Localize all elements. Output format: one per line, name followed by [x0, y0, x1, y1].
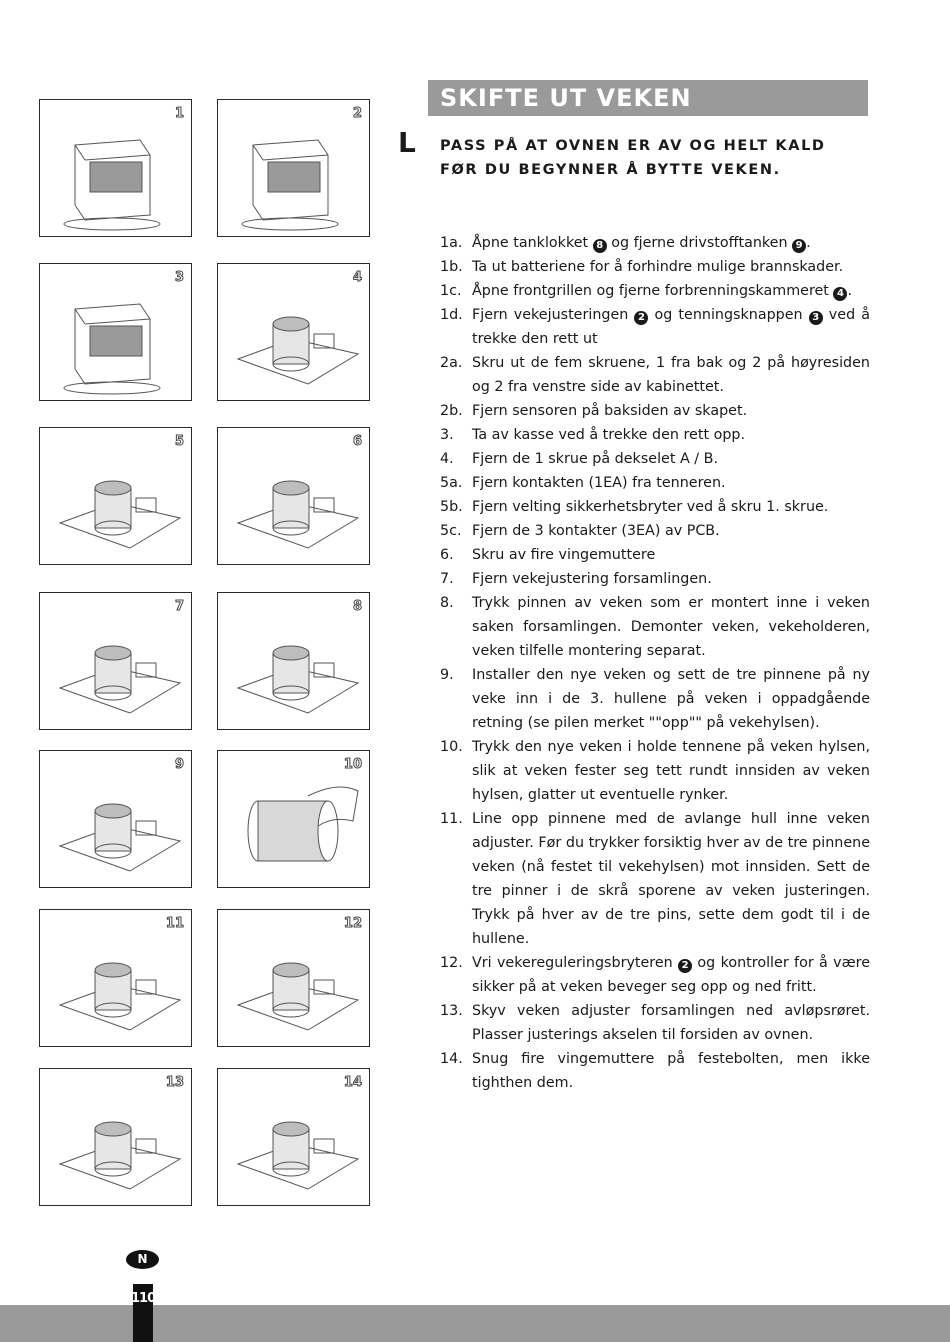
- step-text-part: Snug fire vingemuttere på festebolten, men ikke tighthen dem.: [472, 1051, 870, 1091]
- step-item: [440, 279, 870, 303]
- step-item: [440, 999, 870, 1047]
- figure-panel: [217, 427, 370, 565]
- step-item: [440, 471, 870, 495]
- section-letter: L: [398, 126, 416, 159]
- step-text: [472, 567, 870, 591]
- step-text: [472, 351, 870, 399]
- part-reference-badge: 4: [833, 287, 847, 301]
- step-item: [440, 519, 870, 543]
- step-item: [440, 303, 870, 351]
- step-text-part: Trykk den nye veken i holde tennene på veken hylsen, slik at veken fester seg tett rundt innsiden av veken hylsen, glatter ut eventuelle rynker.: [472, 739, 870, 803]
- figure-panel: [39, 1068, 192, 1206]
- step-item: [440, 663, 870, 735]
- part-reference-badge: 8: [593, 239, 607, 253]
- step-label: 9.: [440, 667, 454, 683]
- step-text: [472, 255, 870, 279]
- step-text-part: Skru ut de fem skruene, 1 fra bak og 2 på høyresiden og 2 fra venstre side av kabinettet.: [472, 355, 870, 395]
- step-text-part: .: [847, 283, 853, 299]
- step-text-part: og fjerne drivstofftanken: [606, 235, 793, 251]
- step-text: [472, 951, 870, 999]
- step-label: 13.: [440, 1003, 463, 1019]
- figure-number: 3: [174, 270, 184, 285]
- step-text-part: og tenningsknappen: [648, 307, 809, 323]
- step-item: [440, 591, 870, 663]
- figure-panel: [39, 263, 192, 401]
- step-label: 12.: [440, 955, 463, 971]
- step-text: [472, 1047, 870, 1095]
- figure-number: 14: [343, 1075, 362, 1090]
- figure-panel: [39, 592, 192, 730]
- figure-number: 1: [174, 106, 184, 121]
- step-item: [440, 495, 870, 519]
- step-text: [472, 591, 870, 663]
- figure-panel: [217, 592, 370, 730]
- step-text: [472, 543, 870, 567]
- step-text: [472, 423, 870, 447]
- figure-panel: [217, 1068, 370, 1206]
- step-label: 1c.: [440, 283, 462, 299]
- figure-number: 4: [352, 270, 362, 285]
- step-text: [472, 807, 870, 951]
- step-text-part: Ta ut batteriene for å forhindre mulige brannskader.: [472, 259, 844, 275]
- heater-illustration: [40, 593, 191, 729]
- page-number: 110: [131, 1291, 156, 1306]
- step-text-part: Fjern kontakten (1EA) fra tenneren.: [472, 475, 726, 491]
- step-text-part: Fjern de 1 skrue på dekselet A / B.: [472, 451, 719, 467]
- step-label: 4.: [440, 451, 454, 467]
- step-text-part: Fjern de 3 kontakter (3EA) av PCB.: [472, 523, 720, 539]
- step-text-part: Fjern sensoren på baksiden av skapet.: [472, 403, 748, 419]
- figure-panel: [217, 750, 370, 888]
- step-text-part: Fjern vekejusteringen: [472, 307, 635, 323]
- step-label: 6.: [440, 547, 454, 563]
- language-badge: N: [126, 1250, 159, 1269]
- step-item: [440, 255, 870, 279]
- step-text: [472, 663, 870, 735]
- figure-number: 8: [352, 599, 362, 614]
- figure-panel: [39, 909, 192, 1047]
- step-text-part: Ta av kasse ved å trekke den rett opp.: [472, 427, 746, 443]
- step-text-part: og kontroller for å være sikker på at veken beveger seg opp og ned fritt.: [472, 955, 870, 995]
- step-label: 5c.: [440, 523, 462, 539]
- step-label: 1b.: [440, 259, 463, 275]
- figure-number: 5: [174, 434, 184, 449]
- step-text-part: ved å trekke den rett ut: [472, 307, 870, 347]
- step-label: 14.: [440, 1051, 463, 1067]
- step-text: [472, 519, 870, 543]
- safety-warning: PASS PÅ AT OVNEN ER AV OG HELT KALD FØR DU BEGYNNER Å BYTTE VEKEN.: [440, 138, 826, 178]
- instruction-steps: [440, 231, 870, 1095]
- figure-number: 2: [352, 106, 362, 121]
- step-item: [440, 351, 870, 399]
- figure-panel: [217, 263, 370, 401]
- figure-panel: [217, 909, 370, 1047]
- step-label: 1a.: [440, 235, 463, 251]
- step-text-part: Line opp pinnene med de avlange hull inne veken adjuster. Før du trykker forsiktig hver av de tre pinnene veken (nå festet til vekehylsen) mot innsiden. Sett de tre pinner i de skrå sporene av veken justeringen. Trykk på hver av de tre pins, sette dem godt til i de hullene.: [472, 811, 870, 947]
- step-item: [440, 399, 870, 423]
- step-label: 2a.: [440, 355, 463, 371]
- heater-illustration: [218, 100, 369, 236]
- heater-illustration: [218, 264, 369, 400]
- step-item: [440, 1047, 870, 1095]
- part-reference-badge: 3: [809, 311, 823, 325]
- step-label: 8.: [440, 595, 454, 611]
- step-item: [440, 543, 870, 567]
- step-text-part: Installer den nye veken og sett de tre pinnene på ny veke inn i de 3. hullene på veken i oppadgående retning (se pilen merket ""opp"" på vekehylsen).: [472, 667, 870, 731]
- heater-illustration: [40, 100, 191, 236]
- figure-number: 9: [174, 757, 184, 772]
- step-text-part: .: [806, 235, 811, 251]
- step-text: [472, 231, 870, 255]
- figure-number: 13: [165, 1075, 184, 1090]
- step-label: 11.: [440, 811, 463, 827]
- figure-panel: [39, 427, 192, 565]
- step-item: [440, 735, 870, 807]
- step-text: [472, 999, 870, 1047]
- heater-illustration: [218, 593, 369, 729]
- step-text-part: Åpne tanklokket: [472, 235, 593, 251]
- figure-number: 12: [343, 916, 362, 931]
- step-item: [440, 951, 870, 999]
- step-text: [472, 471, 870, 495]
- step-label: 5a.: [440, 475, 463, 491]
- part-reference-badge: 2: [634, 311, 648, 325]
- figure-number: 6: [352, 434, 362, 449]
- step-text: [472, 447, 870, 471]
- step-text-part: Fjern vekejustering forsamlingen.: [472, 571, 712, 587]
- step-label: 7.: [440, 571, 454, 587]
- step-item: [440, 231, 870, 255]
- step-text-part: Vri vekereguleringsbryteren: [472, 955, 679, 971]
- step-item: [440, 567, 870, 591]
- title-bar: [428, 80, 868, 116]
- step-label: 10.: [440, 739, 463, 755]
- step-label: 5b.: [440, 499, 463, 515]
- heater-illustration: [40, 264, 191, 400]
- step-text: [472, 303, 870, 351]
- step-text: [472, 735, 870, 807]
- step-text-part: Fjern velting sikkerhetsbryter ved å skru 1. skrue.: [472, 499, 829, 515]
- step-label: 2b.: [440, 403, 463, 419]
- step-label: 1d.: [440, 307, 463, 323]
- figure-number: 10: [343, 757, 362, 772]
- step-item: [440, 447, 870, 471]
- heater-illustration: [218, 428, 369, 564]
- figure-panel: [217, 99, 370, 237]
- part-reference-badge: 9: [792, 239, 806, 253]
- part-reference-badge: 2: [678, 959, 692, 973]
- step-text-part: Åpne frontgrillen og fjerne forbrenningskammeret: [472, 283, 834, 299]
- page-title: SKIFTE UT VEKEN: [440, 84, 692, 112]
- heater-illustration: [40, 751, 191, 887]
- step-text: [472, 279, 870, 303]
- step-text-part: Skyv veken adjuster forsamlingen ned avløpsrøret. Plasser justerings akselen til forsiden av ovnen.: [472, 1003, 870, 1043]
- step-text: [472, 399, 870, 423]
- figure-panel: [39, 99, 192, 237]
- figure-number: 11: [165, 916, 184, 931]
- step-text-part: Skru av fire vingemuttere: [472, 547, 656, 563]
- heater-illustration: [40, 428, 191, 564]
- step-item: [440, 807, 870, 951]
- figure-number: 7: [174, 599, 184, 614]
- step-label: 3.: [440, 427, 454, 443]
- step-text: [472, 495, 870, 519]
- figure-panel: [39, 750, 192, 888]
- step-item: [440, 423, 870, 447]
- step-text-part: Trykk pinnen av veken som er montert inne i veken saken forsamlingen. Demonter veken, vekeholderen, veken tilfelle montering separat.: [472, 595, 870, 659]
